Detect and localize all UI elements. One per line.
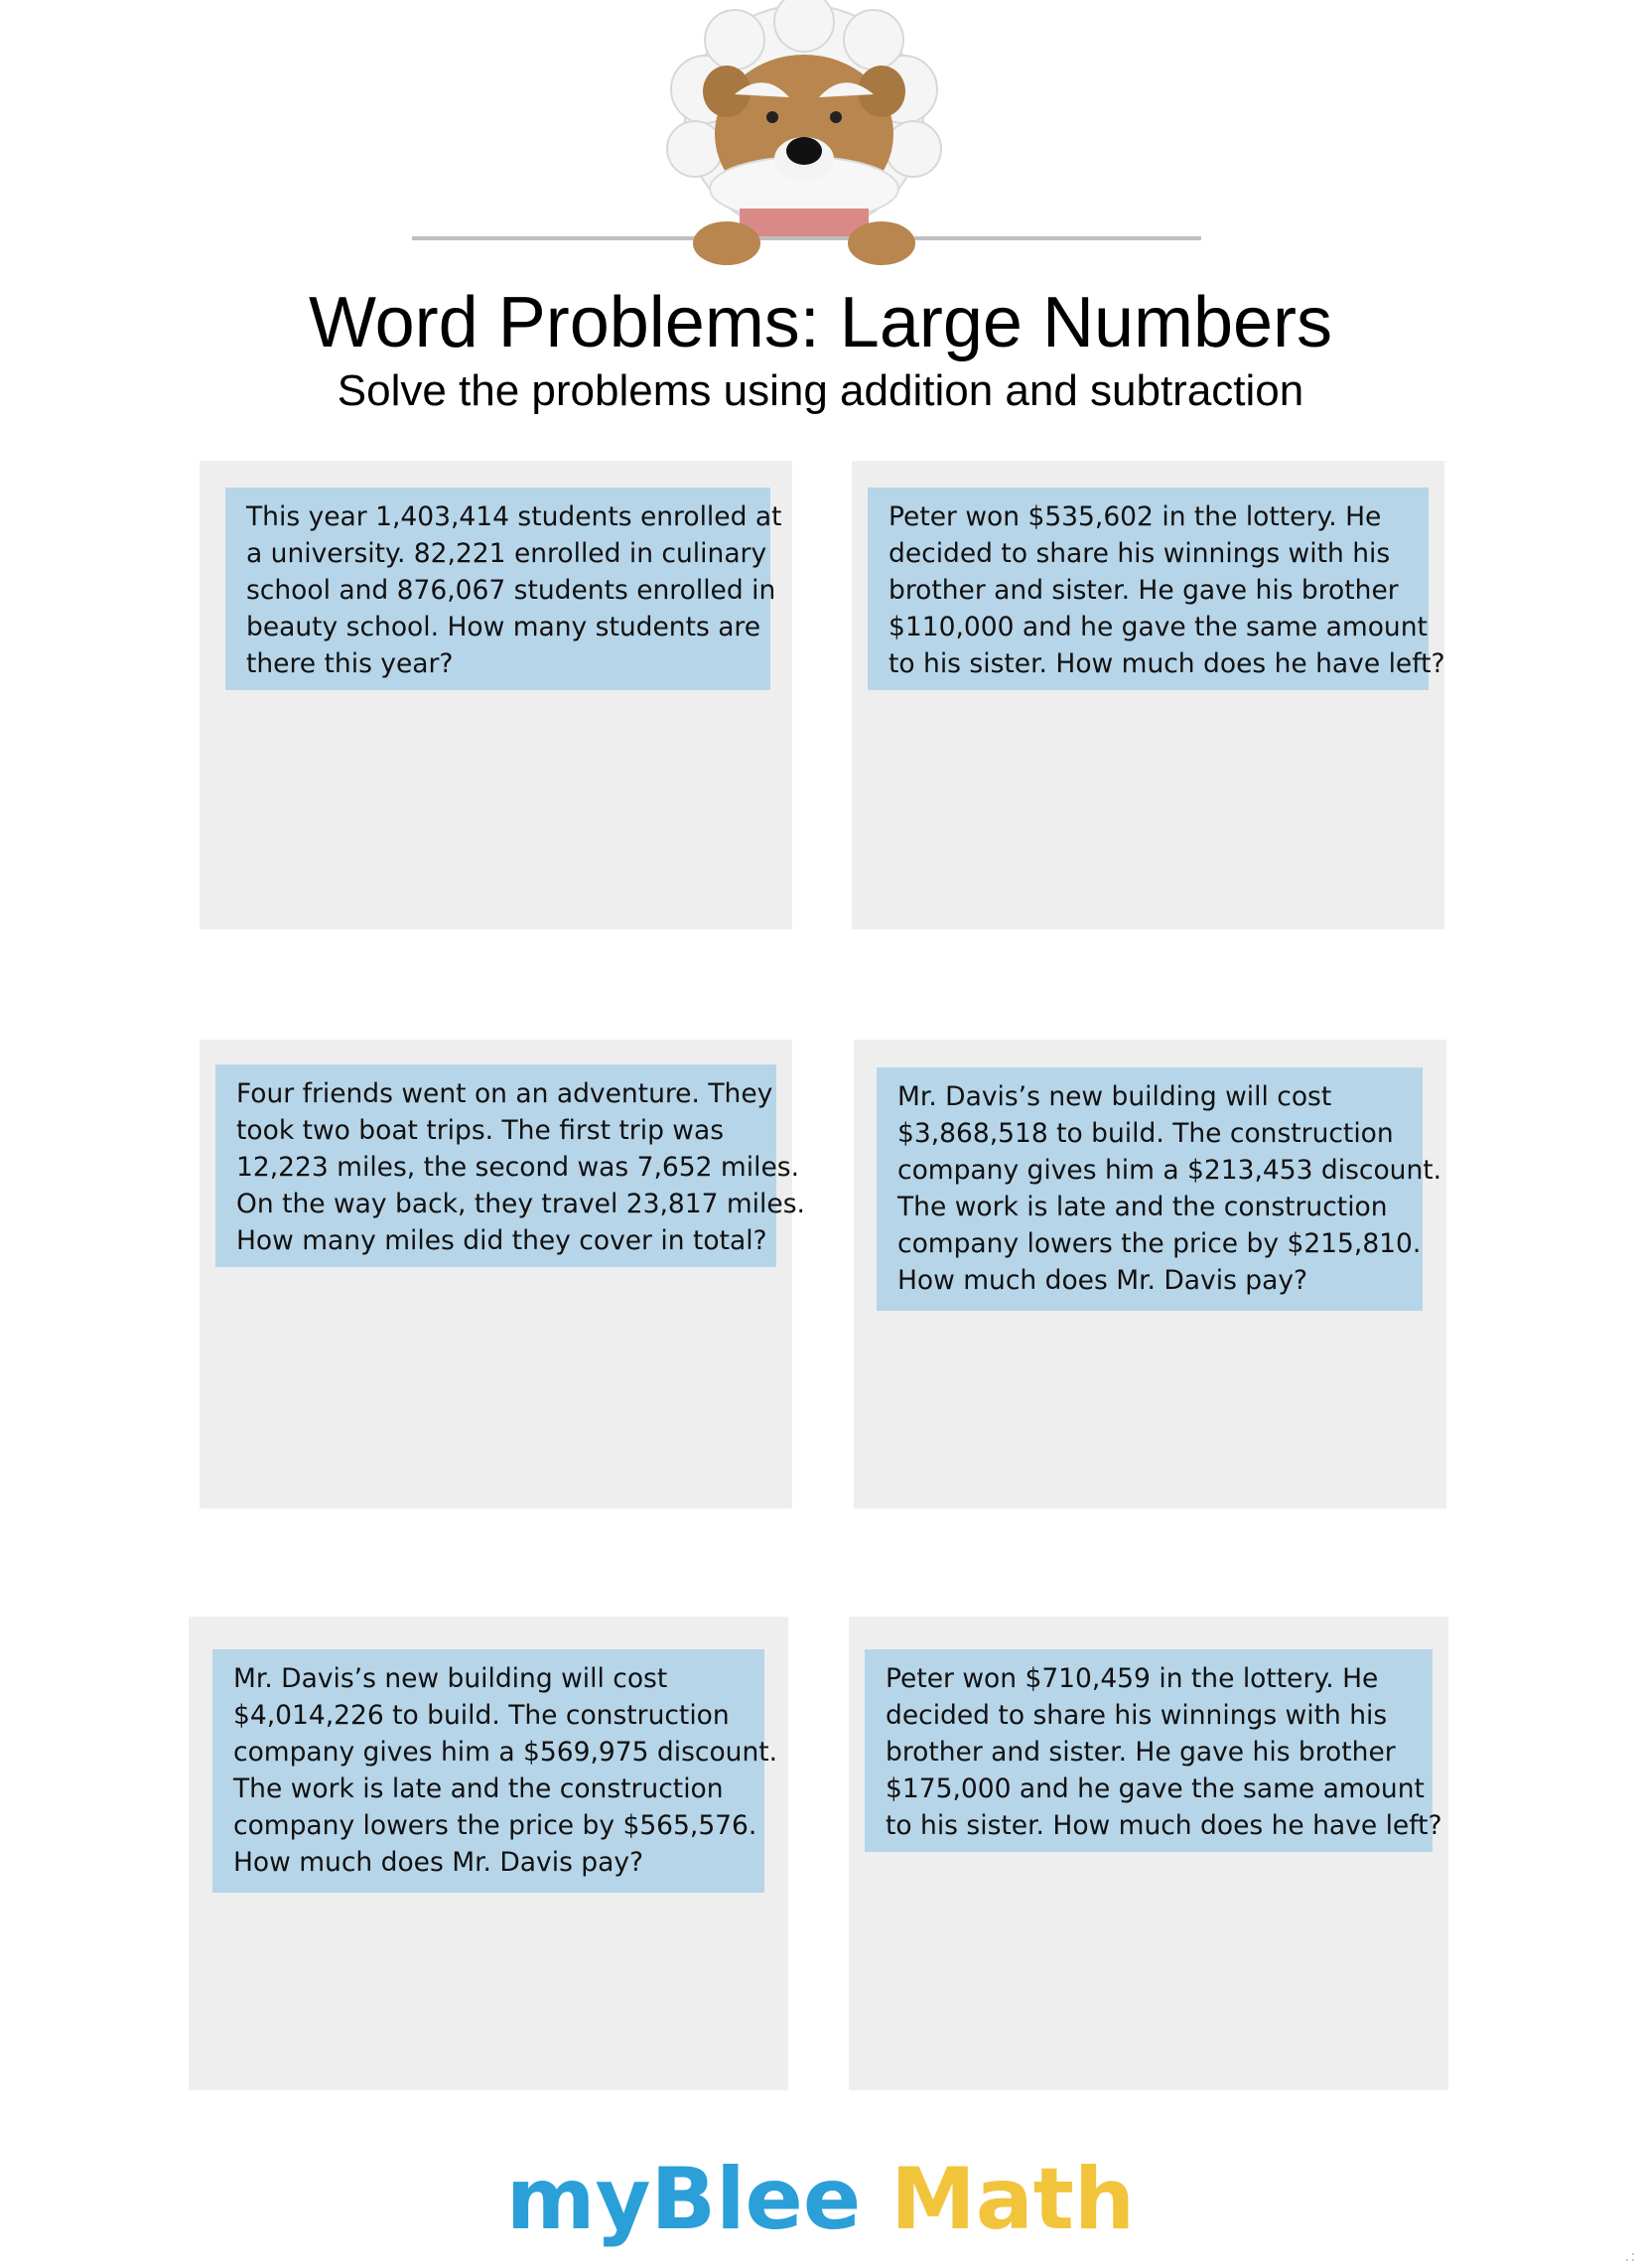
brand-logo — [0, 2145, 1641, 2254]
problem-line: $4,014,226 to build. The construction — [233, 1700, 730, 1731]
problem-line: company gives him a $213,453 discount. — [897, 1155, 1442, 1186]
resize-grip-icon — [1625, 2252, 1635, 2262]
page-subtitle: Solve the problems using addition and subtraction — [337, 366, 1304, 415]
mascot-illustration — [407, 0, 1201, 278]
problem-box — [225, 488, 782, 690]
problem-line: company lowers the price by $565,576. — [233, 1810, 757, 1841]
problem-line: beauty school. How many students are — [246, 612, 761, 642]
problem-box — [215, 1064, 805, 1267]
problem-line: Peter won $710,459 in the lottery. He — [886, 1663, 1379, 1694]
page-title: Word Problems: Large Numbers — [308, 283, 1333, 362]
problem-line: How much does Mr. Davis pay? — [897, 1265, 1308, 1296]
problem-line: took two boat trips. The first trip was — [236, 1115, 725, 1146]
problem-line: brother and sister. He gave his brother — [889, 575, 1399, 606]
problem-line: The work is late and the construction — [897, 1192, 1388, 1222]
problem-line: there this year? — [246, 648, 454, 679]
problem-line: Mr. Davis’s new building will cost — [897, 1081, 1332, 1112]
problem-line: decided to share his winnings with his — [889, 538, 1391, 569]
problem-line: Peter won $535,602 in the lottery. He — [889, 501, 1382, 532]
problem-line: 12,223 miles, the second was 7,652 miles. — [236, 1152, 799, 1183]
problem-line: company gives him a $569,975 discount. — [233, 1737, 778, 1768]
problem-box — [868, 488, 1445, 690]
problem-line: This year 1,403,414 students enrolled at — [246, 501, 782, 532]
problem-line: Four friends went on an adventure. They — [236, 1078, 773, 1109]
problem-line: company lowers the price by $215,810. — [897, 1228, 1422, 1259]
problem-line: How many miles did they cover in total? — [236, 1225, 767, 1256]
problem-line: to his sister. How much does he have left? — [886, 1810, 1442, 1841]
logo-text-myblee: myBlee — [505, 2150, 862, 2249]
problem-line: Mr. Davis’s new building will cost — [233, 1663, 668, 1694]
problem-line: a university. 82,221 enrolled in culinary — [246, 538, 767, 569]
problem-line: brother and sister. He gave his brother — [886, 1737, 1396, 1768]
problem-line: $175,000 and he gave the same amount — [886, 1773, 1425, 1804]
problem-line: $110,000 and he gave the same amount — [889, 612, 1428, 642]
problem-line: school and 876,067 students enrolled in — [246, 575, 776, 606]
problem-line: $3,868,518 to build. The construction — [897, 1118, 1394, 1149]
problem-line: The work is late and the construction — [233, 1773, 724, 1804]
problem-line: How much does Mr. Davis pay? — [233, 1847, 644, 1878]
problem-box — [865, 1649, 1442, 1852]
logo-text-math: Math — [890, 2150, 1136, 2249]
problem-line: decided to share his winnings with his — [886, 1700, 1388, 1731]
problem-line: to his sister. How much does he have left? — [889, 648, 1445, 679]
problem-box — [212, 1649, 778, 1893]
problem-line: On the way back, they travel 23,817 miles. — [236, 1189, 805, 1219]
problem-box — [877, 1067, 1442, 1311]
